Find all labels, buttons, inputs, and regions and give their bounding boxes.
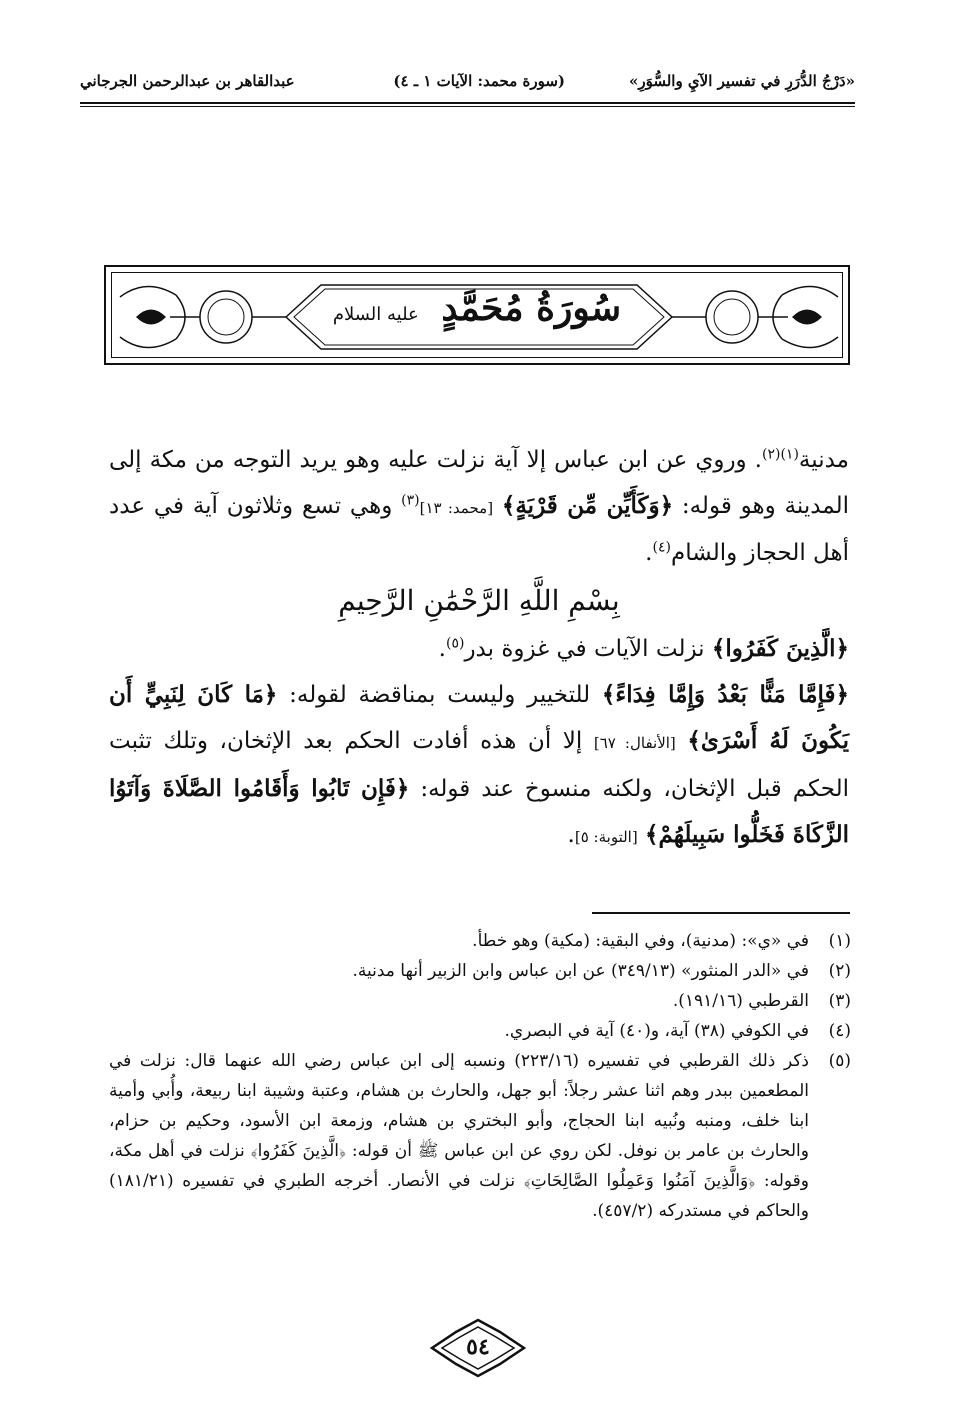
text-segment: نزلت الآيات في غزوة بدر [464,636,712,662]
text-segment: للتخيير وليست بمناقضة لقوله: [277,682,602,708]
verse-reference: [التوبة: ٥] [574,828,638,846]
footnotes [109,926,851,1226]
surah-name: سُورَةُ مُحَمَّدٍ [441,287,622,329]
footnote-text: القرطبي (١٩١/١٦). [672,991,809,1011]
footnote-text: في «ي»: (مدنية)، وفي البقية: (مكية) وهو خطأ. [472,931,809,951]
text-segment: . [645,540,653,566]
quran-quote: ﴿الَّذِينَ كَفَرُوا﴾ [711,635,849,662]
running-header [80,60,855,100]
footnote-1 [109,926,851,956]
page-number: ٥٤ [466,1334,490,1360]
footnote-marker: (١)(٢) [761,446,799,463]
text-segment: . وروي عن ابن عباس إلا آية نزلت عليه وهو يريد التوجه من مكة إلى المدينة وهو قوله: [109,447,849,519]
footnote-number: (٤) [828,1021,851,1041]
verse-reference: [محمد: ١٣] [419,499,494,517]
surah-honorific: عليه السلام [332,304,419,325]
paragraph-intro [109,438,849,576]
footnote-marker: (٥) [445,635,465,652]
footnote-3 [109,986,851,1016]
header-author: عبدالقاهر بن عبدالرحمن الجرجاني [80,72,295,90]
footnote-text: في «الدر المنثور» (٣٤٩/١٣) عن ابن عباس وابن الزبير أنها مدنية. [352,961,809,981]
verse-reference: [الأنفال: ٦٧] [593,734,676,752]
footnote-number: (١) [828,931,851,951]
paragraph-verse-1 [109,626,849,672]
footnote-5 [109,1046,851,1226]
header-book-title: «دَرْجُ الدُّرَرِ في تفسير الآيِ والسُّوَرِ» [628,72,855,90]
text-segment: . [438,636,446,662]
footnote-text: في الكوفي (٣٨) آية، و(٤٠) آية في البصري. [504,1021,809,1041]
footnote-number: (٥) [828,1051,851,1071]
header-rule [80,102,855,107]
footnote-number: (٢) [828,961,851,981]
surah-banner [104,265,850,365]
text-segment: مدنية [798,447,849,473]
quran-quote: ﴿فَإِن تَابُوا وَأَقَامُوا الصَّلَاةَ وَآتَوُا الزَّكَاةَ فَخَلُّوا سَبِيلَهُمْ﴾ [109,775,849,848]
text-segment: . [567,822,575,848]
surah-title [106,287,848,329]
footnote-marker: (٣) [401,492,420,509]
text-segment: إلا أن هذه أفادت الحكم بعد الإثخان، وتلك تثبت الحكم قبل الإثخان، ولكنه منسوخ عند قوله: [109,728,849,802]
quran-quote: ﴿مَا كَانَ لِنَبِيٍّ أَن يَكُونَ لَهُ أَسْرَىٰ﴾ [109,681,849,754]
main-text [109,438,849,860]
footnote-number: (٣) [828,991,851,1011]
footnote-4 [109,1016,851,1046]
footnote-text: ذكر ذلك القرطبي في تفسيره (٢٢٣/١٦) ونسبه إلى ابن عباس رضي الله عنهما قال: نزلت في المطعمين ببدر وهم اثنا عشر رجلاً: أبو جهل، والحارث بن هشام، وعتبة وشيبة ابنا ربيعة، وأُبي وأمية ابنا خلف، ومنبه ونُبيه ابنا الحجاج، وأبو البختري بن هشام، وزمعة ابن الأسود، وحكيم بن حزام، والحارث بن عامر بن نوفل. لكن روي عن ابن عباس ﷺ أن قوله: ﴿الَّذِينَ كَفَرُوا﴾ نزلت في أهل مكة، وقوله: ﴿وَالَّذِينَ آمَنُوا وَعَمِلُوا الصَّالِحَاتِ﴾ نزلت في الأنصار. أخرجه الطبري في تفسيره (١٨١/٢١) والحاكم في مستدركه (٤٥٧/٢). [109,1051,809,1221]
footnote-separator [592,912,850,914]
text-segment: وهي تسع وثلاثون آية في عدد أهل الحجاز والشام [109,493,849,566]
page-number-badge [428,1318,528,1378]
quran-quote: ﴿وَكَأَيِّن مِّن قَرْيَةٍ﴾ [501,492,674,519]
footnote-2 [109,956,851,986]
basmala: بِسْمِ اللَّهِ الرَّحْمَٰنِ الرَّحِيمِ [338,584,620,617]
header-section-title: (سورة محمد: الآيات ١ ـ ٤) [393,72,565,90]
paragraph-verse-4 [109,672,849,860]
footnote-marker: (٤) [652,539,671,556]
quran-quote: ﴿فَإِمَّا مَنًّا بَعْدُ وَإِمَّا فِدَاءً﴾ [601,681,849,708]
